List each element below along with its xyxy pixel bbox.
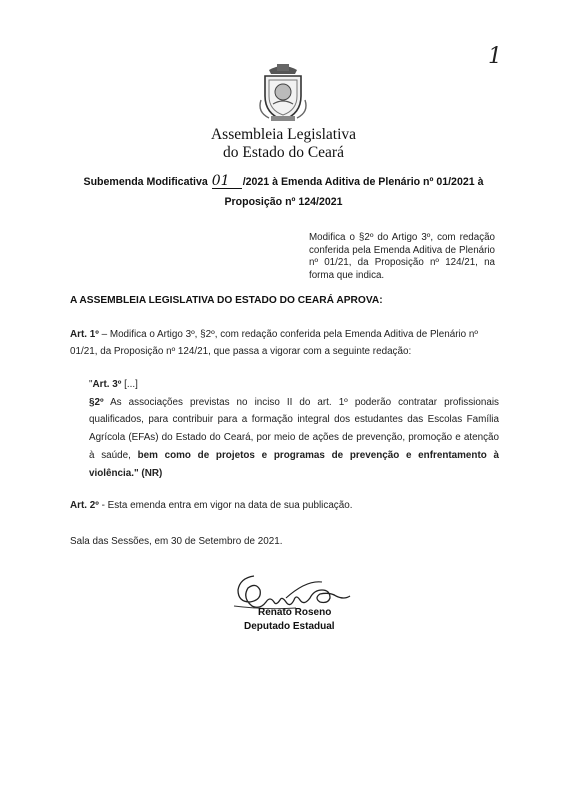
- signatory-name: Renato Roseno: [258, 607, 332, 618]
- paragraph-text: As associações previstas no inciso II do art. 1º poderão contratar profissionais qualificados, para contribuir para a formação integral dos estudantes das Escolas Família Agrícola (EFAs) do Estado do Ceará, por meio de ações de prevenção, promoção e atenção à saúde,: [89, 396, 499, 461]
- subemenda-suffix: /2021 à Emenda Aditiva de Plenário nº 01/2021 à: [242, 176, 484, 188]
- session-date: Sala das Sessões, em 30 de Setembro de 2021.: [70, 536, 283, 547]
- article-1-text: – Modifica o Artigo 3º, §2º, com redação conferida pela Emenda Aditiva de Plenário nº 01/21, da Proposição nº 124/21, que passa a vigorar com a seguinte redação:: [70, 329, 479, 357]
- handwritten-subemenda-number: 01: [212, 175, 242, 189]
- article-2: [70, 500, 352, 511]
- state-seal-icon: [255, 60, 311, 124]
- ementa-paragraph: Modifica o §2º do Artigo 3º, com redação conferida pela Emenda Aditiva de Plenário nº 01/21, da Proposição nº 124/21, na forma que indica.: [309, 232, 495, 281]
- article-1-label: Art. 1º: [70, 329, 99, 340]
- subemenda-prefix: Subemenda Modificativa: [83, 176, 208, 188]
- aprova-heading: A ASSEMBLEIA LEGISLATIVA DO ESTADO DO CEARÁ APROVA:: [70, 295, 383, 306]
- subemenda-proposicao: Proposição nº 124/2021: [224, 196, 343, 208]
- signatory-role: Deputado Estadual: [244, 621, 335, 632]
- quoted-article-rest: [...]: [121, 379, 138, 390]
- quote-open-mark: ": [89, 379, 93, 390]
- article-1: [70, 327, 500, 360]
- handwritten-page-number: 1: [488, 44, 502, 69]
- subemenda-title: [0, 172, 567, 192]
- quoted-article-line: [89, 376, 499, 394]
- quoted-amendment: [89, 376, 499, 482]
- article-2-label: Art. 2º: [70, 500, 99, 511]
- paragraph-bold-text: bem como de projetos e programas de prevenção e enfrentamento à violência." (NR): [89, 449, 499, 479]
- org-name-line2: do Estado do Ceará: [223, 144, 344, 161]
- org-name-line1: Assembleia Legislativa: [210, 126, 357, 143]
- quoted-paragraph: [89, 394, 499, 483]
- article-2-text: - Esta emenda entra em vigor na data de sua publicação.: [98, 500, 353, 511]
- paragraph-label: §2º: [89, 396, 104, 408]
- quoted-article-label: Art. 3º: [92, 379, 122, 390]
